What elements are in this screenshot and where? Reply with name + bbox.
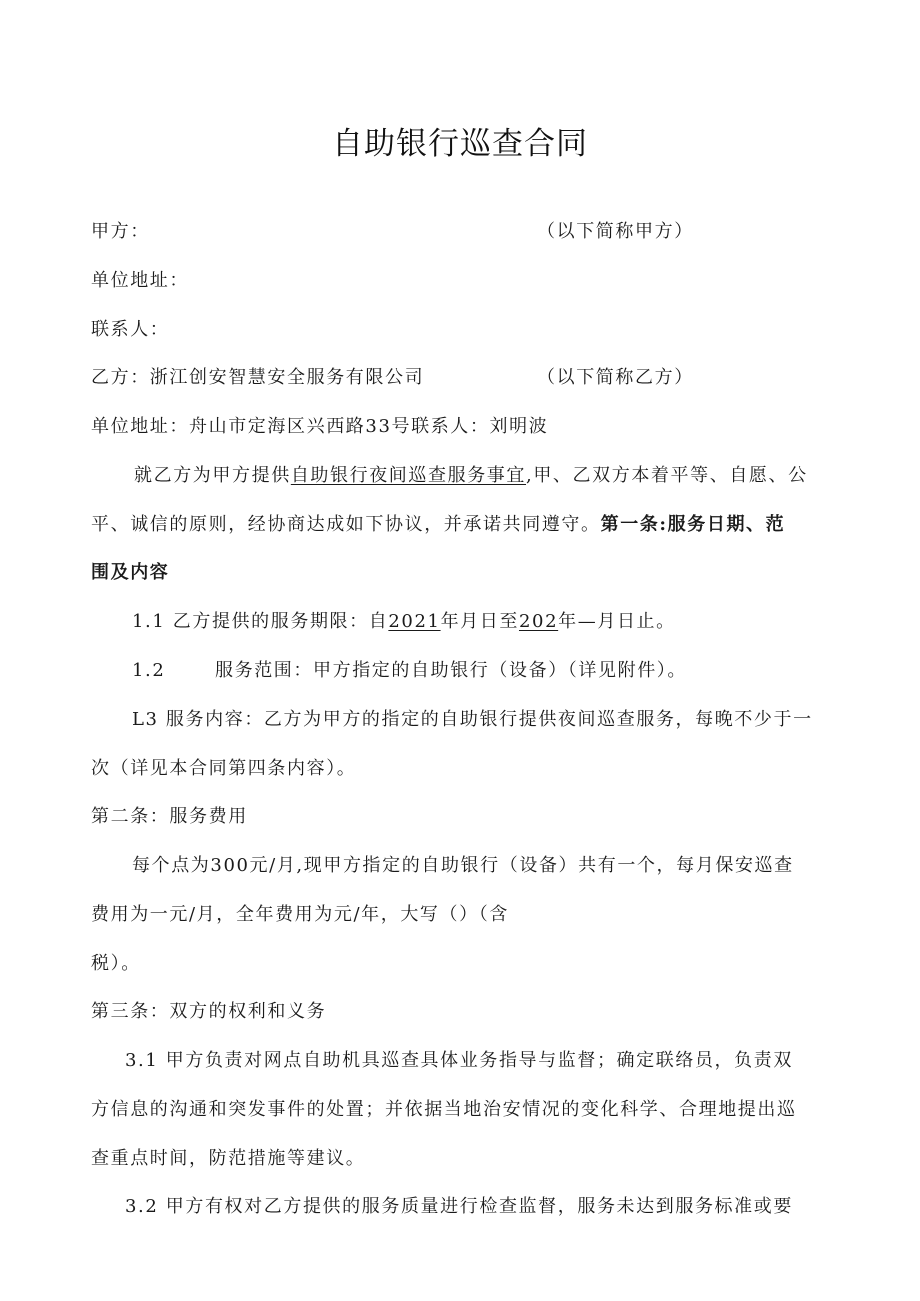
clause-3-1-line-3: 查重点时间，防范措施等建议。: [91, 1148, 366, 1169]
clause-1-1-prefix: 1.1 乙方提供的服务期限：自: [132, 611, 389, 632]
article-2-line-3: 税）。: [91, 953, 141, 974]
article-3-heading: 第三条：双方的权利和义务: [91, 1001, 327, 1022]
intro-line-2: [91, 513, 785, 537]
article-2-heading: 第二条：服务费用: [91, 806, 248, 827]
clause-1-3-line-1: L3 服务内容：乙方为甲方的指定的自助银行提供夜间巡查服务，每晚不少于一: [132, 709, 813, 730]
clause-1-1-suffix: 年—月日止。: [558, 611, 676, 632]
intro-line-2-text: 平、诚信的原则，经协商达成如下协议，并承诺共同遵守。: [91, 514, 601, 535]
party-b-address-contact: 单位地址：舟山市定海区兴西路33号联系人：刘明波: [91, 416, 549, 437]
article-2-line-1: 每个点为300元/月,现甲方指定的自助银行（设备）共有一个，每月保安巡查: [132, 855, 794, 876]
party-a-label: 甲方：: [91, 221, 150, 242]
document-title: 自助银行巡查合同: [332, 126, 588, 162]
article-1-heading-end: 围及内容: [91, 562, 170, 583]
clause-1-2-number: 1.2: [132, 660, 166, 681]
intro-service-underlined: 自助银行夜间巡查服务事宜: [290, 465, 527, 486]
clause-1-1-mid: 年月日至: [440, 611, 519, 632]
party-b-note: （以下简称乙方）: [537, 367, 694, 388]
clause-1-1-year-start: 2021: [388, 611, 441, 632]
intro-prefix: 就乙方为甲方提供: [134, 465, 291, 486]
article-1-heading-start: 第一条:服务日期、范: [600, 514, 786, 535]
party-a-address-label: 单位地址：: [91, 270, 189, 291]
party-a-note: （以下简称甲方）: [537, 221, 694, 242]
clause-3-2-line-1: 3.2 甲方有权对乙方提供的服务质量进行检查监督，服务未达到服务标准或要: [125, 1196, 793, 1217]
intro-suffix: ,甲、乙双方本着平等、自愿、公: [526, 465, 808, 486]
clause-1-1-year-end: 202: [518, 611, 559, 632]
party-a-contact-label: 联系人：: [91, 319, 170, 340]
clause-3-1-line-2: 方信息的沟通和突发事件的处置；并依据当地治安情况的变化科学、合理地提出巡: [91, 1099, 797, 1120]
clause-1-3-line-2: 次（详见本合同第四条内容）。: [91, 758, 357, 779]
intro-line-1: [134, 464, 808, 488]
party-b-name: 乙方：浙江创安智慧安全服务有限公司: [91, 367, 425, 388]
clause-1-2-text: 服务范围：甲方指定的自助银行（设备）（详见附件）。: [215, 660, 687, 681]
article-2-line-2: 费用为一元/月，全年费用为元/年，大写（）（含: [91, 904, 509, 925]
clause-1-1: [132, 610, 676, 634]
clause-3-1-line-1: 3.1 甲方负责对网点自助机具巡查具体业务指导与监督；确定联络员，负责双: [125, 1050, 793, 1071]
